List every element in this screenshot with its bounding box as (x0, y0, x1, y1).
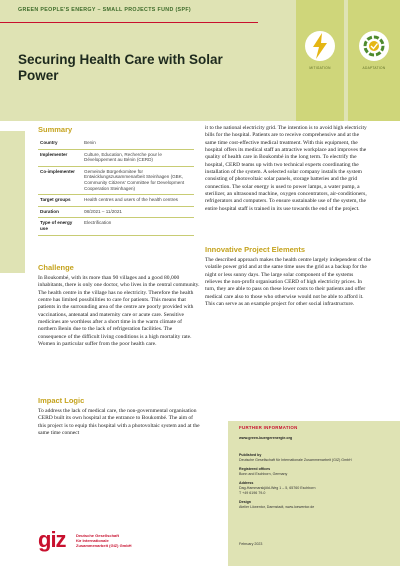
summary-accent-bar (0, 131, 25, 273)
mitigation-caption: MITIGATION (309, 66, 331, 70)
summary-value: Culture, Education, Recherche pour le Développement au Bénin (CERD) (82, 149, 194, 166)
giz-logo-text (76, 534, 132, 548)
mitigation-icon (302, 28, 338, 64)
giz-line-2: für Internationale (76, 537, 109, 543)
giz-logo: giz (38, 527, 66, 552)
published-label: Published by (239, 453, 262, 457)
impact-logic-text: To address the lack of medical care, the non-governmental organisation CERD built its own hospital at the entrance to Boukombé. The aim of this project is to equip this hospital with a photovoltaic system and at the same time connect (38, 408, 200, 437)
table-row (38, 166, 194, 194)
address-label: Address (239, 481, 254, 485)
giz-line-3: Zusammenarbeit (GIZ) GmbH (76, 542, 132, 548)
challenge-text: In Boukombé, with its more than 90 villages and a good 80,000 inhabitants, there is only one doctor, who lives in the central community. The health centre in the village has no electricity. Therefore the health centre has limited possibilities to care for patients. This means that patients in the surrounding area of the centre are poorly provided with vaccinations, antenatal and maternity care or acute care. Sensitive medicines are worthless after a short time in the warm climate of northern Benin due to the lack of refrigeration facilities. The consequence of the difficult living conditions is a high mortality rate. Women in particular suffer from the poor health care. (38, 275, 200, 348)
summary-key: Implementer (38, 149, 82, 166)
summary-key: Duration (38, 206, 82, 218)
impact-logic-continued-text: it to the national electricity grid. The intention is to avoid high electricity bills for the hospital. Patients are to receive comprehensive and at the same time cost-effective medical treatment. With this equipment, the hospital offers its medical staff an attractive workplace and improves the quality of health care in Boukombé in the long term. To electrify the hospital, CERD teams up with two technical experts coordinating the installation of the system. A selected solar company installs the system consisting of photovoltaic solar panels, storage batteries and the grid connection. The solar energy is used to power lamps, a water pump, a sterilizer, an ultrasound machine, oxygen concentrators, air-conditioners, refrigerators and computers. To ensure sustainable use of the system, the entire hospital staff is trained in its use towards the end of the project. (205, 125, 367, 212)
summary-table (38, 138, 194, 236)
summary-value: Gemeinde Bürgerkomitee für Entwicklungszusammenarbeit Steinhagen (GBK, Community Citizens' Committee for Development Cooperation Steinhagen) (82, 166, 194, 194)
challenge-heading: Challenge (38, 263, 74, 272)
design-label: Design (239, 500, 251, 504)
phone-number: T +49 6196 79-0 (239, 491, 266, 495)
header-divider (0, 22, 258, 23)
summary-value: 08/2021 – 11/2021 (82, 206, 194, 218)
adaptation-caption: ADAPTATION (362, 66, 386, 70)
summary-value: Health centres and users of the health centres (82, 195, 194, 207)
mitigation-panel (296, 0, 344, 121)
website-link[interactable]: www.green-buergerenergie.org (239, 436, 293, 440)
summary-key: Type of energy use (38, 218, 82, 235)
table-row (38, 149, 194, 166)
adaptation-panel (348, 0, 400, 121)
offices-label: Registered offices (239, 467, 271, 471)
summary-heading: Summary (38, 125, 73, 134)
further-information-heading: FURTHER INFORMATION (239, 425, 298, 430)
program-title: GREEN PEOPLE'S ENERGY – SMALL PROJECTS FUND (SPF) (18, 7, 192, 13)
table-row (38, 138, 194, 149)
publisher-name: Deutsche Gesellschaft für Internationale Zusammenarbeit (GIZ) GmbH (239, 458, 352, 462)
impact-logic-heading: Impact Logic (38, 396, 85, 405)
further-information-box (228, 421, 400, 566)
design-value: Atelier Löwentor, Darmstadt, www.loewentor.de (239, 505, 315, 509)
innovative-heading: Innovative Project Elements (205, 245, 306, 254)
publication-date: February 2023 (239, 542, 263, 546)
summary-key: Country (38, 138, 82, 149)
table-row (38, 218, 194, 235)
adaptation-icon (356, 28, 392, 64)
table-row (38, 206, 194, 218)
header-band (0, 0, 400, 121)
summary-value: Benin (82, 138, 194, 149)
address-value: Dag-Hammarskjöld-Weg 1 – 5, 65760 Eschborn (239, 486, 316, 490)
page-title: Securing Health Care with Solar Power (18, 52, 223, 83)
summary-key: Target groups (38, 195, 82, 207)
innovative-text: The described approach makes the health centre largely independent of the volatile power grid and at the same time uses the grid as a backup for the night or less sunny days. The large solar component of the systems relieves the non-profit organisation CERD of high electricity prices. In turn, they are able to pass on these lower costs to their patients and offer medical care also to those who otherwise would not be able to afford it. This can serve as an example project for other social infrastructure. (205, 257, 371, 308)
table-row (38, 195, 194, 207)
giz-line-1: Deutsche Gesellschaft (76, 533, 119, 538)
summary-value: Electrification (82, 218, 194, 235)
summary-key: Co-implementer (38, 166, 82, 194)
offices-value: Bonn and Eschborn, Germany (239, 472, 288, 476)
